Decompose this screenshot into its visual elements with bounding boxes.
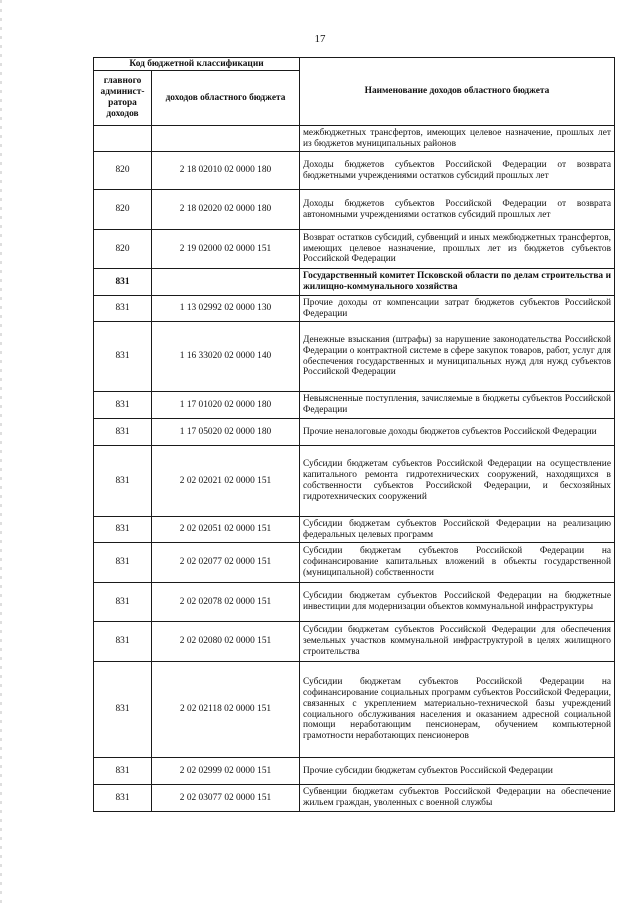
table-row bbox=[94, 296, 615, 322]
table-row bbox=[94, 392, 615, 419]
revenue-code-cell: 2 02 03077 02 0000 151 bbox=[152, 785, 300, 812]
admin-code-cell: 831 bbox=[94, 622, 152, 662]
header-revenue-code: доходов областного бюджета bbox=[152, 71, 300, 126]
admin-code-cell: 831 bbox=[94, 322, 152, 392]
revenue-code-cell: 2 02 02080 02 0000 151 bbox=[152, 622, 300, 662]
revenue-name-cell: Невыясненные поступления, зачисляемые в бюджеты субъектов Российской Федерации bbox=[300, 392, 615, 419]
admin-code-cell: 831 bbox=[94, 758, 152, 785]
revenue-code-cell: 2 02 02078 02 0000 151 bbox=[152, 583, 300, 622]
admin-code-cell: 831 bbox=[94, 517, 152, 543]
revenue-name-cell: Возврат остатков субсидий, субвенций и иных межбюджетных трансфертов, имеющих целевое назначение, прошлых лет из бюджетов субъектов Российской Федерации bbox=[300, 230, 615, 269]
revenue-name-cell: Прочие неналоговые доходы бюджетов субъектов Российской Федерации bbox=[300, 419, 615, 446]
revenue-code-cell: 1 17 01020 02 0000 180 bbox=[152, 392, 300, 419]
admin-code-cell: 820 bbox=[94, 230, 152, 269]
admin-code-cell: 831 bbox=[94, 419, 152, 446]
revenue-name-cell: Прочие субсидии бюджетам субъектов Российской Федерации bbox=[300, 758, 615, 785]
table-row bbox=[94, 446, 615, 517]
admin-code-cell: 831 bbox=[94, 785, 152, 812]
admin-code-cell: 820 bbox=[94, 190, 152, 230]
admin-code-cell: 831 bbox=[94, 296, 152, 322]
revenue-code-cell bbox=[152, 269, 300, 296]
table-row bbox=[94, 152, 615, 190]
table-header bbox=[94, 58, 615, 126]
table-row bbox=[94, 622, 615, 662]
admin-code-cell: 820 bbox=[94, 152, 152, 190]
table-body bbox=[94, 126, 615, 812]
revenue-code-cell: 2 18 02020 02 0000 180 bbox=[152, 190, 300, 230]
revenue-name-cell: межбюджетных трансфертов, имеющих целевое назначение, прошлых лет из бюджетов муниципальных районов bbox=[300, 126, 615, 152]
revenue-code-cell bbox=[152, 126, 300, 152]
admin-code-cell: 831 bbox=[94, 583, 152, 622]
table-row bbox=[94, 269, 615, 296]
table-row bbox=[94, 322, 615, 392]
revenue-code-cell: 1 13 02992 02 0000 130 bbox=[152, 296, 300, 322]
scan-edge-mark bbox=[0, 0, 2, 905]
table-row bbox=[94, 190, 615, 230]
revenue-name-cell: Субсидии бюджетам субъектов Российской Федерации для обеспечения земельных участков коммунальной инфраструктурой в целях жилищного строительства bbox=[300, 622, 615, 662]
revenue-code-cell: 2 02 02077 02 0000 151 bbox=[152, 543, 300, 583]
table-row bbox=[94, 662, 615, 758]
budget-classification-table bbox=[93, 57, 615, 812]
revenue-name-cell: Субсидии бюджетам субъектов Российской Федерации на софинансирование капитальных вложений в объекты государственной (муниципальной) собственности bbox=[300, 543, 615, 583]
table-row bbox=[94, 517, 615, 543]
admin-code-cell: 831 bbox=[94, 392, 152, 419]
revenue-name-cell: Субсидии бюджетам субъектов Российской Федерации на осуществление капитального ремонта гидротехнических сооружений, находящихся в собственности субъектов Российской Федерации, и бесхозяйных гидротехнических сооружений bbox=[300, 446, 615, 517]
admin-code-cell: 831 bbox=[94, 662, 152, 758]
revenue-name-cell: Государственный комитет Псковской области по делам строительства и жилищно-коммунального хозяйства bbox=[300, 269, 615, 296]
header-revenue-name: Наименование доходов областного бюджета bbox=[300, 58, 615, 126]
header-admin-code: главного админист-ратора доходов bbox=[94, 71, 152, 126]
revenue-name-cell: Доходы бюджетов субъектов Российской Федерации от возврата бюджетными учреждениями остатков субсидий прошлых лет bbox=[300, 152, 615, 190]
table-row bbox=[94, 758, 615, 785]
revenue-code-cell: 1 16 33020 02 0000 140 bbox=[152, 322, 300, 392]
admin-code-cell bbox=[94, 126, 152, 152]
revenue-name-cell: Субвенции бюджетам субъектов Российской Федерации на обеспечение жильем граждан, уволенных с военной службы bbox=[300, 785, 615, 812]
table-row bbox=[94, 583, 615, 622]
revenue-name-cell: Субсидии бюджетам субъектов Российской Федерации на бюджетные инвестиции для модернизации объектов коммунальной инфраструктуры bbox=[300, 583, 615, 622]
revenue-code-cell: 2 19 02000 02 0000 151 bbox=[152, 230, 300, 269]
revenue-name-cell: Доходы бюджетов субъектов Российской Федерации от возврата автономными учреждениями остатков субсидий прошлых лет bbox=[300, 190, 615, 230]
table-row bbox=[94, 785, 615, 812]
table-row bbox=[94, 543, 615, 583]
table-row bbox=[94, 230, 615, 269]
header-classification-code: Код бюджетной классификации bbox=[94, 58, 300, 71]
revenue-code-cell: 2 18 02010 02 0000 180 bbox=[152, 152, 300, 190]
revenue-name-cell: Прочие доходы от компенсации затрат бюджетов субъектов Российской Федерации bbox=[300, 296, 615, 322]
page-number: 17 bbox=[314, 33, 326, 45]
revenue-name-cell: Денежные взыскания (штрафы) за нарушение законодательства Российской Федерации о контрактной системе в сфере закупок товаров, работ, услуг для обеспечения государственных и муниципальных нужд для нужд субъектов Российской Федерации bbox=[300, 322, 615, 392]
revenue-code-cell: 2 02 02021 02 0000 151 bbox=[152, 446, 300, 517]
revenue-code-cell: 2 02 02118 02 0000 151 bbox=[152, 662, 300, 758]
admin-code-cell: 831 bbox=[94, 543, 152, 583]
revenue-name-cell: Субсидии бюджетам субъектов Российской Федерации на софинансирование социальных программ субъектов Российской Федерации, связанных с укреплением материально-технической базы учреждений социального обслуживания населения и оказанием адресной социальной помощи неработающим пенсионерам, обучением компьютерной грамотности неработающих пенсионеров bbox=[300, 662, 615, 758]
revenue-name-cell: Субсидии бюджетам субъектов Российской Федерации на реализацию федеральных целевых программ bbox=[300, 517, 615, 543]
admin-code-cell: 831 bbox=[94, 269, 152, 296]
revenue-code-cell: 1 17 05020 02 0000 180 bbox=[152, 419, 300, 446]
table-row bbox=[94, 419, 615, 446]
revenue-code-cell: 2 02 02051 02 0000 151 bbox=[152, 517, 300, 543]
revenue-code-cell: 2 02 02999 02 0000 151 bbox=[152, 758, 300, 785]
table-row bbox=[94, 126, 615, 152]
admin-code-cell: 831 bbox=[94, 446, 152, 517]
